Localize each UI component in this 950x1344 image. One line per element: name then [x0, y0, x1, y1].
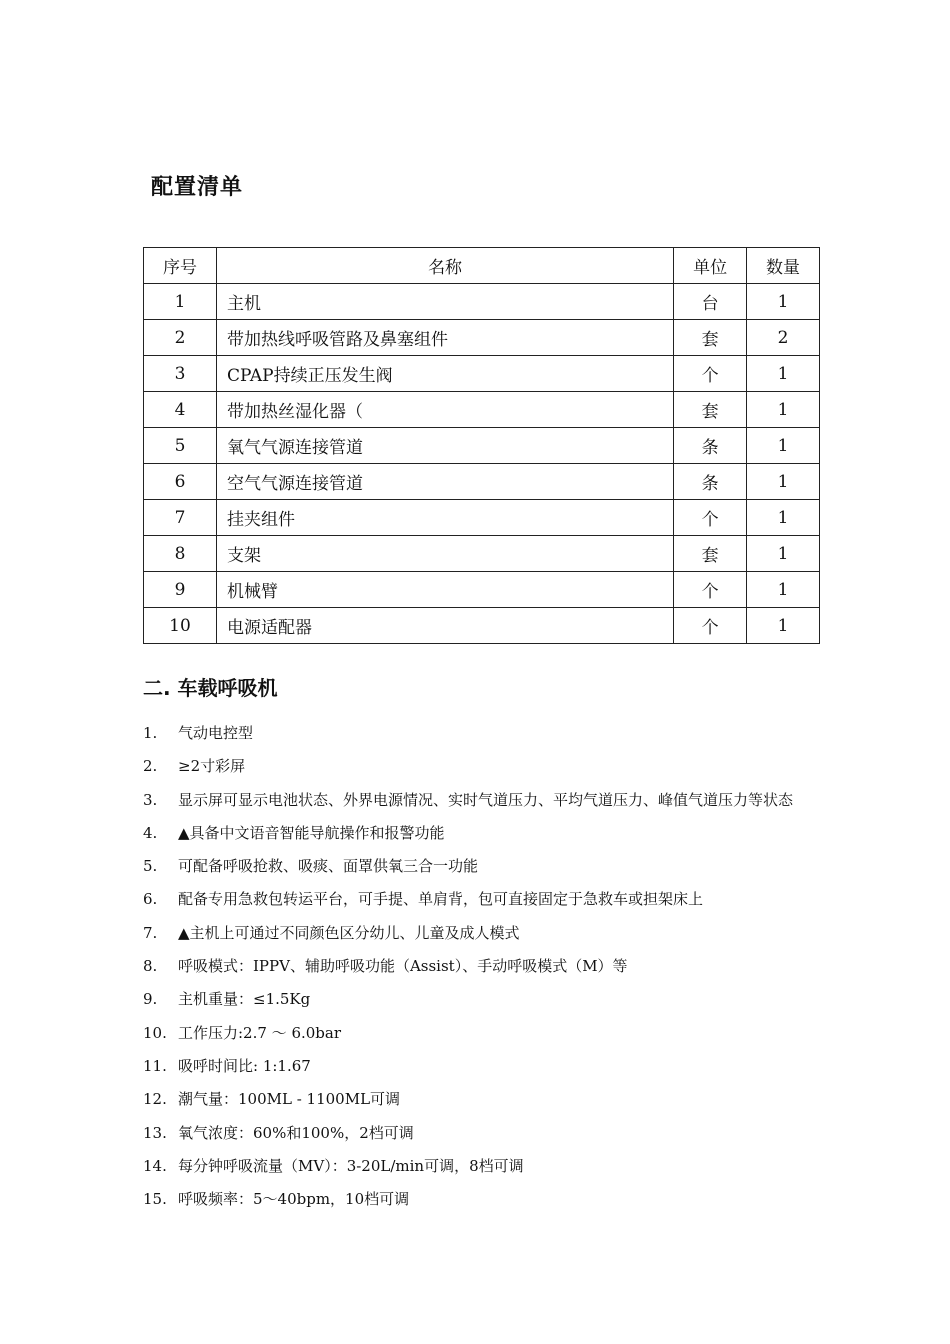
cell-qty: 2	[747, 320, 820, 356]
header-unit: 单位	[674, 248, 747, 284]
spec-number: 13.	[143, 1123, 167, 1142]
spec-number: 10.	[143, 1023, 167, 1042]
cell-name: 支架	[217, 536, 674, 572]
table-row	[144, 356, 820, 392]
cell-no: 5	[144, 428, 217, 464]
cell-no: 2	[144, 320, 217, 356]
spec-text: ≥2寸彩屏	[178, 757, 246, 776]
spec-number: 7.	[143, 923, 158, 942]
spec-text: 呼吸模式：IPPV、辅助呼吸功能（Assist）、手动呼吸模式（M）等	[178, 957, 628, 976]
table-row	[144, 536, 820, 572]
spec-number: 8.	[143, 957, 158, 976]
spec-text: 显示屏可显示电池状态、外界电源情况、实时气道压力、平均气道压力、峰值气道压力等状态	[178, 790, 794, 809]
spec-item	[143, 917, 903, 950]
cell-qty: 1	[747, 572, 820, 608]
spec-text: 潮气量：100ML - 1100ML可调	[178, 1090, 401, 1109]
spec-number: 11.	[143, 1056, 167, 1075]
table-row	[144, 572, 820, 608]
spec-number: 14.	[143, 1156, 167, 1175]
cell-unit: 个	[674, 500, 747, 536]
cell-name: 带加热丝湿化器（	[217, 392, 674, 428]
cell-name: 空气气源连接管道	[217, 464, 674, 500]
table-row	[144, 428, 820, 464]
cell-no: 4	[144, 392, 217, 428]
spec-item	[143, 1050, 903, 1083]
cell-qty: 1	[747, 428, 820, 464]
spec-item	[143, 784, 903, 817]
cell-unit: 套	[674, 536, 747, 572]
cell-no: 1	[144, 284, 217, 320]
table-row	[144, 608, 820, 644]
cell-name: 主机	[217, 284, 674, 320]
spec-item	[143, 817, 903, 850]
spec-text: 配备专用急救包转运平台，可手提、单肩背，包可直接固定于急救车或担架床上	[178, 890, 704, 909]
spec-item	[143, 950, 903, 983]
spec-text: 呼吸频率：5～40bpm，10档可调	[178, 1190, 410, 1209]
spec-text: 氧气浓度：60%和100%，2档可调	[178, 1123, 414, 1142]
cell-no: 8	[144, 536, 217, 572]
cell-qty: 1	[747, 500, 820, 536]
spec-item	[143, 850, 903, 883]
cell-unit: 套	[674, 392, 747, 428]
cell-name: 电源适配器	[217, 608, 674, 644]
spec-number: 9.	[143, 990, 158, 1009]
cell-no: 6	[144, 464, 217, 500]
spec-number: 12.	[143, 1090, 167, 1109]
spec-item	[143, 883, 903, 916]
cell-unit: 个	[674, 356, 747, 392]
spec-number: 6.	[143, 890, 158, 909]
table-row	[144, 500, 820, 536]
spec-item	[143, 750, 903, 783]
spec-text: 每分钟呼吸流量（MV）：3-20L/min可调，8档可调	[178, 1156, 524, 1175]
cell-unit: 个	[674, 608, 747, 644]
cell-name: 挂夹组件	[217, 500, 674, 536]
cell-name: CPAP持续正压发生阀	[217, 356, 674, 392]
config-table	[143, 247, 820, 644]
cell-unit: 条	[674, 428, 747, 464]
cell-qty: 1	[747, 464, 820, 500]
cell-unit: 个	[674, 572, 747, 608]
cell-name: 机械臂	[217, 572, 674, 608]
cell-no: 9	[144, 572, 217, 608]
cell-unit: 条	[674, 464, 747, 500]
cell-qty: 1	[747, 608, 820, 644]
table-row	[144, 320, 820, 356]
cell-no: 10	[144, 608, 217, 644]
spec-text: 主机重量：≤1.5Kg	[178, 990, 311, 1009]
spec-text: 气动电控型	[178, 724, 254, 742]
cell-name: 氧气气源连接管道	[217, 428, 674, 464]
table-row	[144, 284, 820, 320]
cell-qty: 1	[747, 356, 820, 392]
spec-item	[143, 1150, 903, 1183]
spec-number: 3.	[143, 790, 158, 809]
spec-item	[143, 1083, 903, 1116]
spec-item	[143, 1017, 903, 1050]
cell-qty: 1	[747, 536, 820, 572]
spec-number: 15.	[143, 1190, 167, 1209]
header-no: 序号	[144, 248, 217, 284]
table-row	[144, 464, 820, 500]
header-qty: 数量	[747, 248, 820, 284]
spec-item	[143, 1183, 903, 1216]
spec-item	[143, 983, 903, 1016]
spec-list	[143, 717, 903, 1216]
table-header-row	[144, 248, 820, 284]
spec-text: ▲具备中文语音智能导航操作和报警功能	[178, 823, 445, 842]
spec-text: 工作压力:2.7 ～ 6.0bar	[178, 1023, 342, 1042]
section-title: 二. 车载呼吸机	[143, 676, 278, 700]
cell-no: 3	[144, 356, 217, 392]
cell-unit: 套	[674, 320, 747, 356]
spec-item	[143, 1117, 903, 1150]
page-title: 配置清单	[151, 175, 244, 200]
spec-text: 可配备呼吸抢救、吸痰、面罩供氧三合一功能	[178, 857, 479, 876]
spec-text: ▲主机上可通过不同颜色区分幼儿、儿童及成人模式	[178, 923, 520, 942]
cell-qty: 1	[747, 392, 820, 428]
spec-number: 4.	[143, 823, 158, 842]
spec-item	[143, 717, 903, 750]
cell-unit: 台	[674, 284, 747, 320]
cell-qty: 1	[747, 284, 820, 320]
table-row	[144, 392, 820, 428]
spec-number: 1.	[143, 724, 158, 742]
cell-no: 7	[144, 500, 217, 536]
spec-number: 2.	[143, 757, 158, 776]
cell-name: 带加热线呼吸管路及鼻塞组件	[217, 320, 674, 356]
header-name: 名称	[217, 248, 674, 284]
spec-number: 5.	[143, 857, 158, 876]
spec-text: 吸呼时间比: 1:1.67	[178, 1056, 311, 1075]
